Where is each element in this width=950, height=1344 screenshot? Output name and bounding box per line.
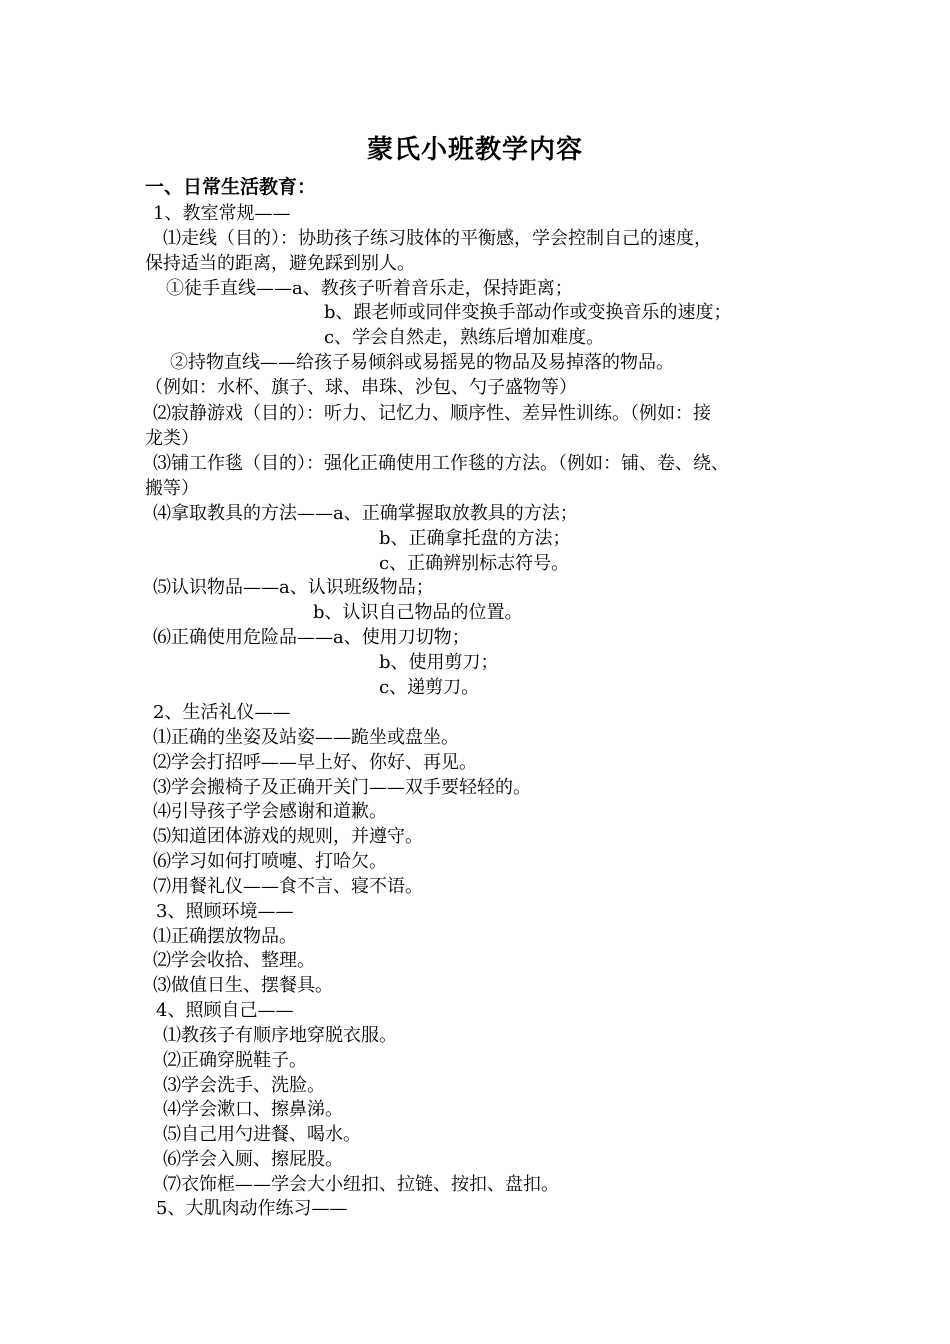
text-line: ⑴正确的坐姿及站姿——跪坐或盘坐。 xyxy=(153,727,459,748)
text-line: ⑹学会入厕、擦屁股。 xyxy=(163,1149,343,1170)
text-line: 搬等） xyxy=(145,478,199,499)
text-line: ⑶做值日生、摆餐具。 xyxy=(153,975,333,996)
text-line: ⑴走线（目的）：协助孩子练习肢体的平衡感，学会控制自己的速度， xyxy=(163,228,712,249)
text-line: ⑺用餐礼仪——食不言、寝不语。 xyxy=(153,876,423,897)
text-line: ⑵学会打招呼——早上好、你好、再见。 xyxy=(153,752,477,773)
item-heading-1: 1、教室常规—— xyxy=(153,203,291,224)
text-line: ⑶学会洗手、洗脸。 xyxy=(163,1075,325,1096)
text-line: ⑴教孩子有顺序地穿脱衣服。 xyxy=(163,1025,397,1046)
document-title: 蒙氏小班教学内容 xyxy=(366,135,583,165)
text-line: ⑵寂静游戏（目的）：听力、记忆力、顺序性、差异性训练。（例如：接 xyxy=(153,403,711,424)
text-line: ⑷拿取教具的方法——a、正确掌握取放教具的方法； xyxy=(153,503,578,524)
text-line: ①徒手直线——a、教孩子听着音乐走，保持距离； xyxy=(166,278,573,299)
item-heading-2: 2、生活礼仪—— xyxy=(153,702,291,723)
text-line: ②持物直线——给孩子易倾斜或易摇晃的物品及易掉落的物品。 xyxy=(170,352,674,373)
text-line: b、认识自己物品的位置。 xyxy=(313,602,523,623)
text-line: c、学会自然走，熟练后增加难度。 xyxy=(324,327,605,348)
text-line: b、使用剪刀； xyxy=(379,652,499,673)
text-line: b、正确拿托盘的方法； xyxy=(379,528,571,549)
text-line: ⑹正确使用危险品——a、使用刀切物； xyxy=(153,627,470,648)
text-line: 保持适当的距离，避免踩到别人。 xyxy=(145,253,415,274)
text-line: 龙类） xyxy=(145,428,199,449)
text-line: ⑸知道团体游戏的规则，并遵守。 xyxy=(153,826,423,847)
section-heading: 一、日常生活教育： xyxy=(145,176,317,198)
text-line: c、递剪刀。 xyxy=(379,677,480,698)
text-line: ⑵正确穿脱鞋子。 xyxy=(163,1050,307,1071)
text-line: ⑵学会收拾、整理。 xyxy=(153,950,315,971)
text-line: ⑸自己用勺进餐、喝水。 xyxy=(163,1124,361,1145)
text-line: ⑷引导孩子学会感谢和道歉。 xyxy=(153,801,387,822)
text-line: （例如：水杯、旗子、球、串珠、沙包、勺子盛物等） xyxy=(145,377,577,398)
item-heading-3: 3、照顾环境—— xyxy=(156,901,294,922)
item-heading-4: 4、照顾自己—— xyxy=(156,1000,294,1021)
text-line: ⑹学习如何打喷嚏、打哈欠。 xyxy=(153,851,387,872)
text-line: c、正确辨别标志符号。 xyxy=(379,553,570,574)
text-line: ⑶学会搬椅子及正确开关门——双手要轻轻的。 xyxy=(153,777,531,798)
text-line: ⑸认识物品——a、认识班级物品； xyxy=(153,577,434,598)
text-line: ⑺衣饰框——学会大小纽扣、拉链、按扣、盘扣。 xyxy=(163,1174,559,1195)
item-heading-5: 5、大肌肉动作练习—— xyxy=(156,1198,348,1219)
text-line: ⑷学会漱口、擦鼻涕。 xyxy=(163,1099,343,1120)
text-line: ⑶铺工作毯（目的）：强化正确使用工作毯的方法。（例如：铺、卷、绕、 xyxy=(153,453,729,474)
text-line: b、跟老师或同伴变换手部动作或变换音乐的速度； xyxy=(324,302,732,323)
text-line: ⑴正确摆放物品。 xyxy=(153,926,297,947)
